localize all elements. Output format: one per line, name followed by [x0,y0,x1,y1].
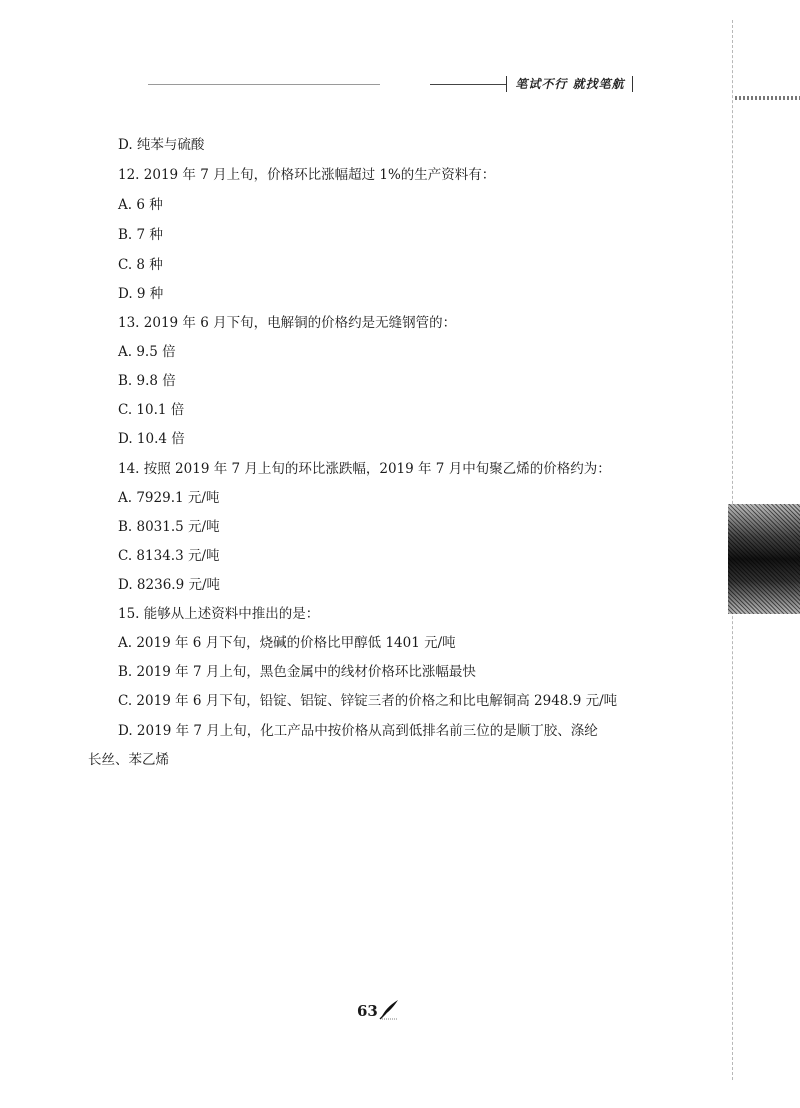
header-slogan: 笔试不行 就找笔航 [515,77,625,91]
q13-option-a: A. 9.5 倍 [118,344,176,360]
question-12: 12. 2019 年 7 月上旬，价格环比涨幅超过 1%的生产资料有： [118,167,496,183]
q14-option-b: B. 8031.5 元/吨 [118,519,220,535]
q12-option-d: D. 9 种 [118,286,164,302]
q14-option-c: C. 8134.3 元/吨 [118,548,220,564]
q15-option-d: D. 2019 年 7 月上旬，化工产品中按价格从高到低排名前三位的是顺丁胶、涤纶 [118,723,598,739]
header-rule-left [148,84,380,85]
q13-option-d: D. 10.4 倍 [118,431,185,447]
q13-option-c: C. 10.1 倍 [118,402,185,418]
q14-option-d: D. 8236.9 元/吨 [118,577,221,593]
quill-icon [378,998,400,1020]
binding-edge-smudge [735,96,800,100]
q13-option-b: B. 9.8 倍 [118,373,176,389]
page-number: 63 [357,1002,378,1020]
header-bar-right [632,76,633,92]
binding-edge-stain [728,504,800,614]
header-bar-left [506,76,507,92]
q15-option-d-continued: 长丝、苯乙烯 [88,752,169,768]
q15-option-c: C. 2019 年 6 月下旬，铅锭、铝锭、锌锭三者的价格之和比电解铜高 2948.9 元/吨 [118,693,618,709]
line-d-option-q11: D. 纯苯与硫酸 [118,137,205,153]
q12-option-a: A. 6 种 [118,197,163,213]
header-rule-right [430,84,506,85]
q15-option-a: A. 2019 年 6 月下旬，烧碱的价格比甲醇低 1401 元/吨 [118,635,456,651]
q12-option-c: C. 8 种 [118,257,163,273]
question-15: 15. 能够从上述资料中推出的是： [118,606,320,622]
q15-option-b: B. 2019 年 7 月上旬，黑色金属中的线材价格环比涨幅最快 [118,664,476,680]
question-13: 13. 2019 年 6 月下旬，电解铜的价格约是无缝钢管的： [118,315,457,331]
q14-option-a: A. 7929.1 元/吨 [118,490,220,506]
q12-option-b: B. 7 种 [118,227,163,243]
question-14: 14. 按照 2019 年 7 月上旬的环比涨跌幅，2019 年 7 月中旬聚乙烯的价格约为： [118,461,611,477]
